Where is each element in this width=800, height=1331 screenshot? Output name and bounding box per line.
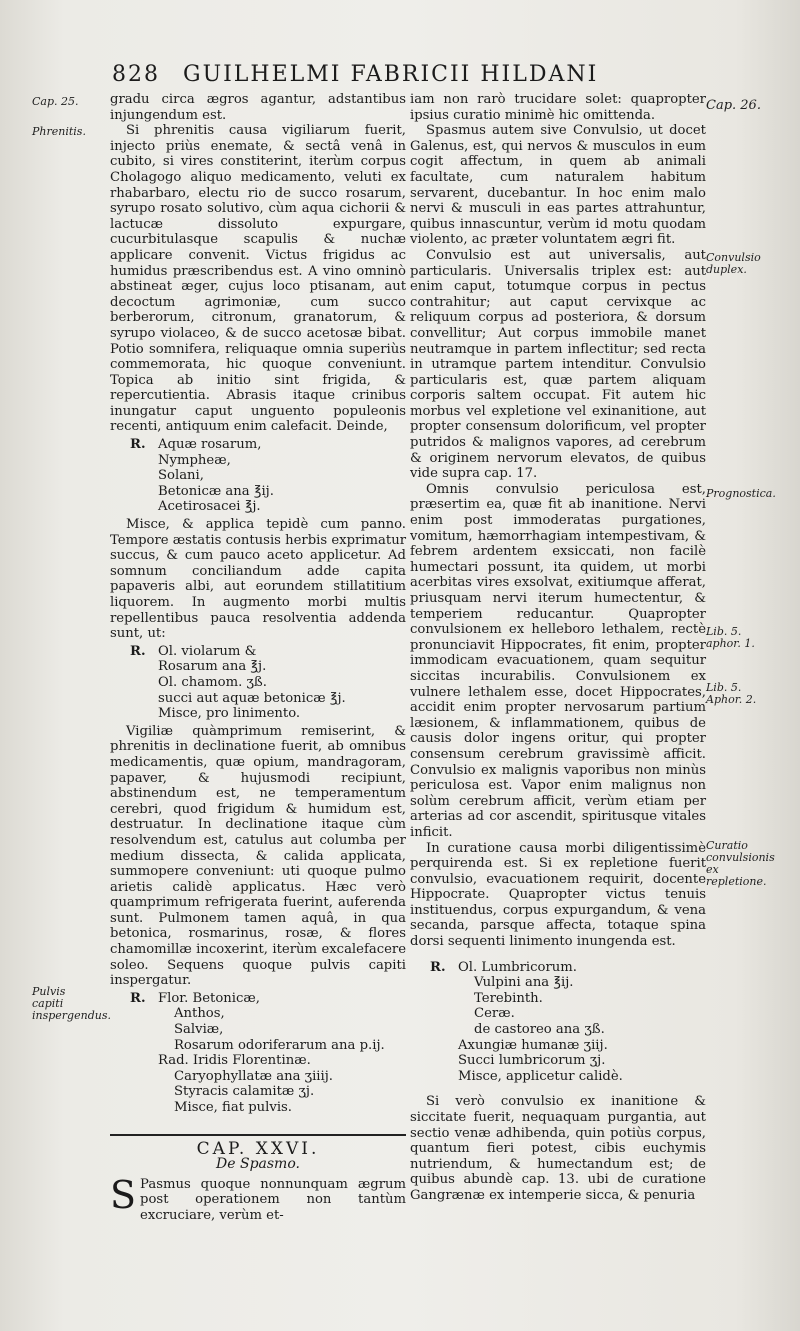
recipe-line: Salviæ, — [174, 1022, 224, 1038]
paragraph-text: Pasmus quoque nonnunquam ægrum post operationem non tantùm excruciare, verùm et- — [140, 1176, 406, 1223]
recipe-block — [130, 437, 406, 515]
recipe-line: Rad. Iridis Florentinæ. — [158, 1053, 311, 1069]
recipe-block — [130, 644, 406, 722]
paragraph: Misce, & applica tepidè cum panno. Tempore æstatis contusis herbis exprimatur succus, & cum pauco aceto applicetur. Ad somnum conciliandum adde capita papaveris albi, aut eorundem stillatitium liquorem. In augmento morbi multis repellentibus pauca resolventia addenda sunt, ut: — [110, 517, 407, 642]
margin-note-lib5a: Lib. 5. aphor. 1. — [706, 625, 755, 650]
drop-cap: S — [110, 1172, 137, 1217]
paragraph — [110, 1172, 406, 1224]
paragraph: Omnis convulsio periculosa est, præsertim ea, quæ fit ab inanitione. Nervi enim post immoderatas purgationes, vomitum, hæmorrhagiam intempestivam, & febrem ardentem exsiccati, non facilè humectari possunt, ita quidem, ut morbi acerbitas vires exsolvat, exitiumque afferat, priusquam nervi iterum humectentur, & temperiem reducantur. Quapropter convulsionem ex helleboro lethalem, rectè pronunciavit Hippocrates, fit enim, propter immodicam evacuationem, quam sequitur siccitas incurabilis. Convulsionem ex vulnere lethalem esse, docet Hippocrates, accidit enim propter nervosarum partium læsionem, & inflammationem, quibus de causis dolor ingens oritur, qui propter consensum cerebrum gravissimè afficit. Convulsio ex malignis vaporibus non minùs periculosa est. Vapor enim malignus non solùm cerebrum afficit, verùm etiam per arterias ad cor ascendit, spiritusque vitales inficit. — [410, 481, 706, 840]
recipe-line: Axungiæ humanæ ʒiij. — [458, 1037, 608, 1053]
chapter-title: CAP. XXVI. — [196, 1138, 320, 1159]
recipe-line: Rosarum ana ℥j. — [158, 659, 267, 675]
recipe-line: Misce, applicetur calidè. — [458, 1068, 623, 1084]
right-column — [410, 92, 706, 1204]
recipe-line: Caryophyllatæ ana ʒiiij. — [174, 1068, 334, 1084]
recipe-line: Ol. violarum & — [158, 643, 257, 659]
margin-note-curatio: Curatio convulsionis ex repletione. — [706, 839, 775, 888]
chapter-divider — [110, 1134, 406, 1136]
recipe-line: Solani, — [158, 468, 204, 484]
recipe-line: Nympheæ, — [158, 452, 231, 468]
recipe-symbol: R. — [130, 990, 146, 1006]
recipe-line: Acetirosacei ℥j. — [158, 499, 261, 515]
paragraph: Spasmus autem sive Convulsio, ut docet Galenus, est, qui nervos & musculos in eum cogit affectum, in quem ab animali facultate, cum naturalem habitum servarent, ducebantur. In hoc enim malo nervi & musculi in eas partes attrahuntur, quibus innascuntur, verùm id motu quodam violento, ac præter voluntatem ægri fit. — [410, 123, 706, 248]
recipe-line: Flor. Betonicæ, — [158, 990, 260, 1006]
recipe-line: Aquæ rosarum, — [158, 437, 262, 453]
paragraph: Si verò convulsio ex inanitione & siccitate fuerit, nequaquam purgantia, aut sectio venæ adhibenda, quin potiùs corpus, quantum fieri potest, cibis euchymis nutriendum, & humectandum est; de quibus abundè cap. 13. ubi de curatione Gangrænæ ex intemperie sicca, & penuria — [410, 1094, 706, 1203]
recipe-line: Misce, pro linimento. — [158, 706, 301, 722]
paragraph: Vigiliæ quàmprimum remiserint, & phrenitis in declinatione fuerit, ab omnibus medicamentis, quæ opium, mandragoram, papaver, & hujusmodi recipiunt, abstinendum est, ne temperamentum cerebri, quod frigidum & humidum est, destruatur. In declinatione itaque cùm resolvendum est, catulus aut columba per medium dissecta, & calida applicata, summopere conveniunt: uti quoque pulmo arietis calidè applicatus. Hæc verò quamprimum refrigerata fuerint, auferenda sunt. Pulmonem tamen aquâ, in qua betonica, rosmarinus, rosæ, & flores chamomillæ incoxerint, iterùm excalefacere soleo. Sequens quoque pulvis capiti inspergatur. — [110, 723, 406, 989]
paragraph: gradu circa ægros agantur, adstantibus injungendum est. — [110, 92, 406, 123]
recipe-line: Rosarum odoriferarum ana p.ij. — [174, 1037, 385, 1053]
recipe-line: Styracis calamitæ ʒj. — [174, 1084, 315, 1100]
running-title: GUILHELMI FABRICII HILDANI — [183, 62, 599, 87]
recipe-block — [130, 991, 406, 1116]
paragraph: Convulsio est aut universalis, aut particularis. Universalis triplex est: aut enim caput, totumque corpus in pectus contrahitur; aut caput cervixque ac reliquum corpus ad posteriora, & dorsum convellitur; Aut corpus immobile manet neutramque in partem inflectitur; sed recta in utramque partem intenditur. Convulsio particularis est, quæ partem aliquam corporis saltem occupat. Fit autem hic morbus vel expletione vel exinanitione, aut propter consensum dolorificum, vel propter putridos & malignos vapores, ad cerebrum & originem nervorum elevatos, de quibus vide supra cap. 17. — [410, 247, 706, 482]
recipe-line: succi aut aquæ betonicæ ℥j. — [158, 690, 346, 706]
paragraph: iam non rarò trucidare solet: quapropter ipsius curatio minimè hic omittenda. — [410, 92, 706, 123]
margin-note-pulvis: Pulvis capiti inspergendus. — [32, 985, 111, 1022]
recipe-line: Anthos, — [174, 1006, 225, 1022]
recipe-block — [430, 960, 706, 1085]
paragraph: In curatione causa morbi diligentissimè perquirenda est. Si ex repletione fuerit convulsio, evacuationem requirit, docente Hippocrate. Quapropter victus tenuis instituendus, corpus expurgandum, & vena secanda, parsque affecta, totaque spina dorsi sequenti linimento inungenda est. — [410, 840, 706, 950]
margin-note-lib5b: Lib. 5. Aphor. 2. — [706, 681, 757, 706]
recipe-line: Ol. Lumbricorum. — [458, 959, 577, 975]
recipe-line: Ceræ. — [474, 1006, 515, 1022]
recipe-line: Vulpini ana ℥ij. — [474, 975, 574, 991]
recipe-line: Terebinth. — [474, 990, 543, 1006]
recipe-line: Misce, fiat pulvis. — [174, 1100, 292, 1115]
margin-note-phrenitis: Phrenitis. — [32, 125, 86, 138]
margin-note-prognostica: Prognostica. — [706, 487, 776, 500]
recipe-symbol: R. — [430, 959, 446, 975]
page-number: 828 — [112, 62, 160, 87]
recipe-line: de castoreo ana ʒß. — [474, 1022, 605, 1038]
recipe-line: Betonicæ ana ℥ij. — [158, 483, 274, 499]
margin-note-convulsio: Convulsio duplex. — [706, 251, 761, 276]
left-column — [110, 92, 406, 1224]
recipe-symbol: R. — [130, 643, 146, 659]
margin-note-cap26: Cap. 26. — [706, 98, 761, 113]
margin-note-cap25: Cap. 25. — [32, 95, 79, 108]
chapter-subtitle: De Spasmo. — [216, 1156, 300, 1173]
recipe-line: Ol. chamom. ʒß. — [158, 674, 267, 690]
paragraph: Si phrenitis causa vigiliarum fuerit, injecto priùs enemate, & sectâ venâ in cubito, si vires constiterint, iterùm corpus Cholagogo aliquo medicamento, veluti ex rhabarbaro, electu rio de succo rosarum, syrupo rosato solutivo, cùm aqua cichorii & lactucæ dissoluto expurgare, cucurbitulasque scapulis & nuchæ applicare convenit. Victus frigidus ac humidus præscribendus est. A vino omninò abstineat æger, cujus loco ptisanam, aut decoctum agrimoniæ, cum succo berberorum, citronum, granatorum, & syrupo violaceo, & de succo acetosæ bibat. Potio somnifera, reliquaque omnia superiùs commemorata, hic quoque conveniunt. Topica ab initio sint frigida, & repercutientia. Abrasis itaque crinibus inungatur caput unguento populeonis recenti, antiquum enim calefacit. Deinde, — [110, 123, 406, 435]
recipe-line: Succi lumbricorum ʒj. — [458, 1053, 606, 1069]
recipe-symbol: R. — [130, 437, 146, 453]
running-head — [112, 62, 712, 92]
